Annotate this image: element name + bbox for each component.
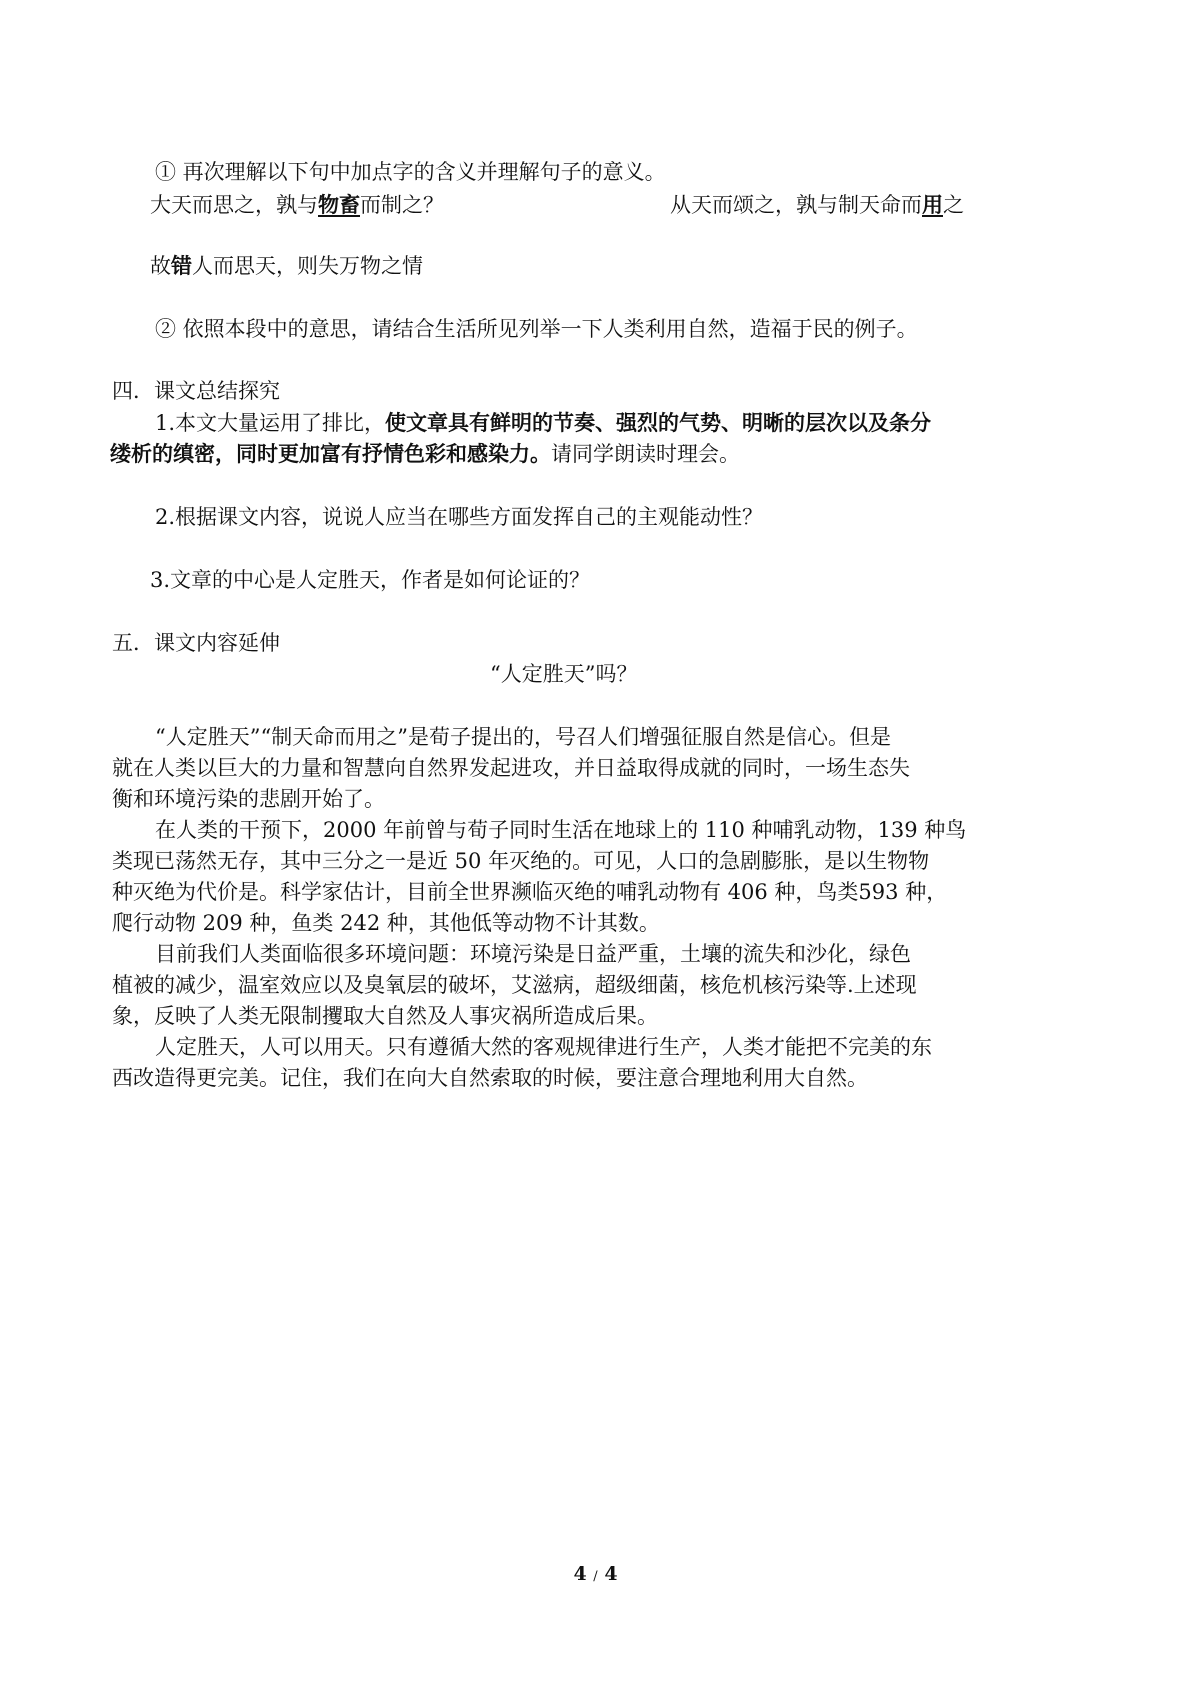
article-title: “人定胜天”吗？: [490, 662, 638, 686]
example-sentence-1: 大天而思之，孰与物畜而制之？: [150, 192, 444, 217]
article-line: 西改造得更完美。记住，我们在向大自然索取的时候，要注意合理地利用大自然。: [112, 1066, 868, 1090]
section-4-heading: 四．课文总结探究: [112, 379, 280, 403]
dotted-word: 错: [171, 253, 192, 278]
article-line: 目前我们人类面临很多环境问题：环境污染是日益严重，土壤的流失和沙化，绿色: [155, 942, 911, 966]
article-line: 类现已荡然无存，其中三分之一是近 50 年灭绝的。可见，人口的急剧膨胀，是以生物物: [112, 849, 930, 873]
summary-item-1-line-2: 缕析的缜密，同时更加富有抒情色彩和感染力。请同学朗读时理会。: [110, 441, 740, 466]
example-sentence-2: 从天而颂之，孰与制天命而用之: [670, 192, 964, 217]
summary-item-1-line-1: 1.本文大量运用了排比，使文章具有鲜明的节奏、强烈的气势、明晰的层次以及条分: [155, 410, 932, 435]
article-line: 就在人类以巨大的力量和智慧向自然界发起进攻，并日益取得成就的同时，一场生态失: [112, 756, 910, 780]
question-1: ① 再次理解以下句中加点字的含义并理解句子的意义。: [155, 160, 666, 184]
article-line: 衡和环境污染的悲剧开始了。: [112, 787, 385, 811]
article-line: 种灭绝为代价是。科学家估计，目前全世界濒临灭绝的哺乳动物有 406 种，鸟类593 种，: [112, 880, 948, 904]
question-2: ② 依照本段中的意思，请结合生活所见列举一下人类利用自然，造福于民的例子。: [155, 317, 918, 341]
section-5-heading: 五．课文内容延伸: [112, 631, 280, 655]
summary-item-2: 2.根据课文内容，说说人应当在哪些方面发挥自己的主观能动性？: [155, 505, 764, 529]
summary-item-3: 3.文章的中心是人定胜天，作者是如何论证的？: [150, 568, 591, 592]
page-number: 4 / 4: [573, 1563, 618, 1585]
example-sentence-3: 故错人而思天，则失万物之情: [150, 253, 423, 278]
article-line: 植被的减少，温室效应以及臭氧层的破坏，艾滋病，超级细菌，核危机核污染等.上述现: [112, 973, 917, 997]
article-line: 爬行动物 209 种，鱼类 242 种，其他低等动物不计其数。: [112, 911, 660, 935]
article-line: 人定胜天，人可以用天。只有遵循大然的客观规律进行生产，人类才能把不完美的东: [155, 1035, 932, 1059]
article-line: 象，反映了人类无限制攫取大自然及人事灾祸所造成后果。: [112, 1004, 658, 1028]
dotted-word: 用: [922, 192, 943, 217]
dotted-word: 物畜: [318, 192, 360, 217]
article-line: 在人类的干预下，2000 年前曾与荀子同时生活在地球上的 110 种哺乳动物，139 种鸟: [155, 818, 967, 842]
article-line: “人定胜天”“制天命而用之”是荀子提出的，号召人们增强征服自然是信心。但是: [155, 725, 891, 749]
